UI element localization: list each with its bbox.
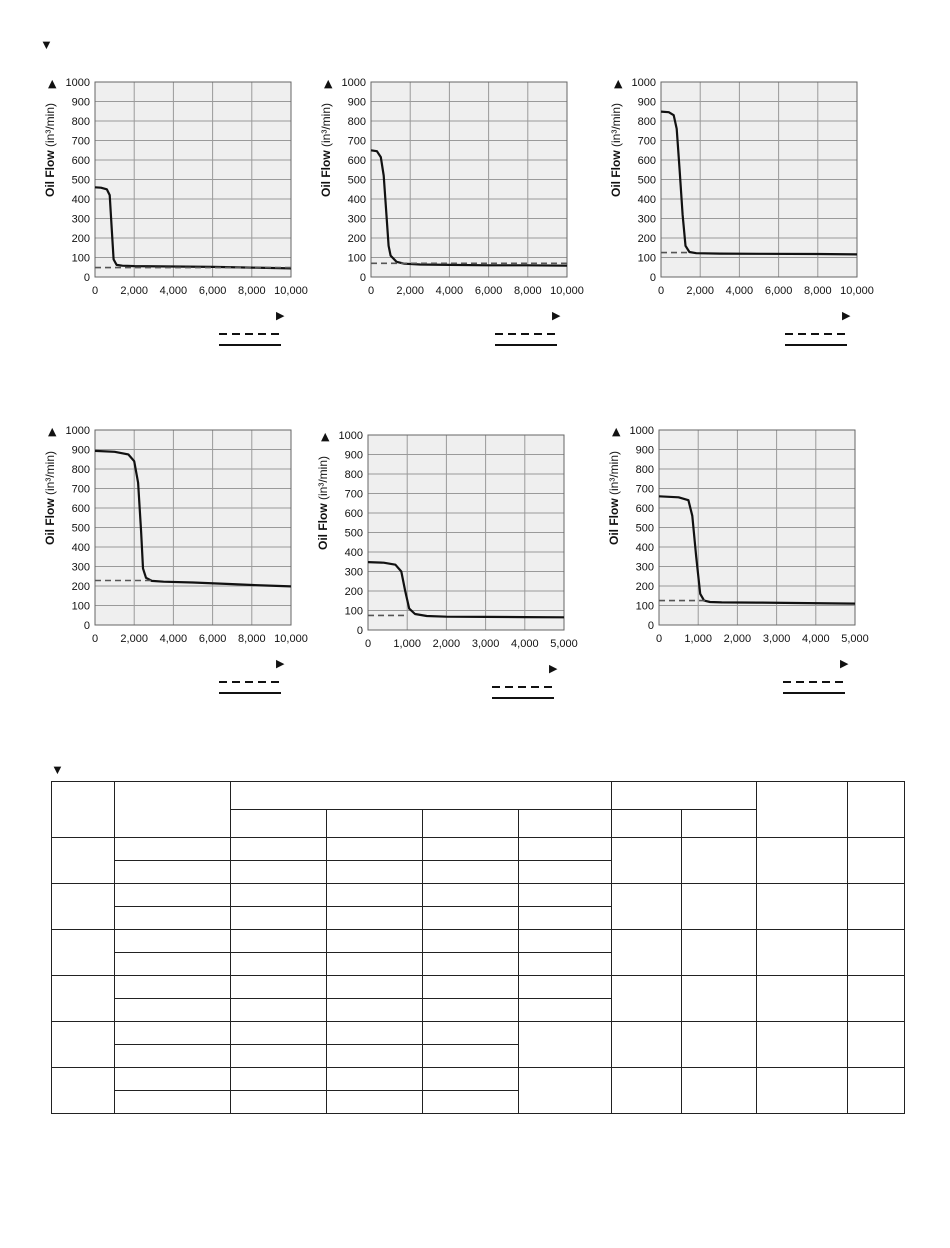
- table-cell: [423, 1044, 519, 1067]
- y-tick-label: 300: [635, 561, 654, 574]
- y-tick-label: 500: [637, 174, 656, 187]
- table-cell: [423, 975, 519, 998]
- table-cell: [52, 1067, 115, 1113]
- right-arrow-icon: ▶: [842, 309, 851, 322]
- y-tick-label: 700: [71, 483, 90, 496]
- table-cell: [115, 998, 231, 1021]
- chart-svg: [606, 72, 906, 372]
- y-tick-label: 900: [71, 96, 90, 109]
- table-cell: [682, 1067, 757, 1113]
- table-cell: [612, 837, 682, 883]
- up-arrow-icon: ▲: [612, 425, 621, 438]
- table-cell: [327, 883, 423, 906]
- y-tick-label: 1000: [631, 77, 656, 89]
- table-cell: [231, 837, 327, 860]
- table-cell: [115, 975, 231, 998]
- y-tick-label: 1000: [65, 77, 90, 89]
- y-tick-label: 500: [71, 522, 90, 535]
- table-cell: [327, 998, 423, 1021]
- y-tick-label: 0: [359, 272, 366, 284]
- table-cell: [115, 1067, 231, 1090]
- x-tick-label: 4,000: [802, 633, 830, 645]
- x-tick-label: 8,000: [238, 633, 266, 645]
- up-arrow-icon: ▲: [614, 77, 623, 90]
- y-tick-label: 500: [71, 174, 90, 187]
- y-tick-label: 200: [347, 233, 366, 245]
- table-cell: [757, 975, 848, 1021]
- table-cell: [327, 837, 423, 860]
- table-cell: [327, 1067, 423, 1090]
- table-cell: [423, 952, 519, 975]
- x-tick-label: 8,000: [238, 285, 266, 297]
- table-cell: [682, 837, 757, 883]
- table-cell: [519, 929, 612, 952]
- table-cell: [423, 929, 519, 952]
- y-tick-label: 600: [637, 155, 656, 167]
- x-tick-label: 6,000: [764, 285, 793, 297]
- y-tick-label: 700: [344, 488, 363, 501]
- right-arrow-icon: ▶: [552, 309, 561, 322]
- y-tick-label: 0: [83, 272, 90, 284]
- y-tick-label: 600: [344, 508, 363, 520]
- table-cell: [519, 1021, 612, 1067]
- x-tick-label: 1,000: [393, 638, 421, 650]
- x-tick-label: 0: [91, 633, 99, 645]
- table-cell: [52, 929, 115, 975]
- table-cell: [757, 837, 848, 883]
- table-cell: [327, 1021, 423, 1044]
- table-cell: [115, 883, 231, 906]
- y-tick-label: 500: [635, 522, 654, 535]
- y-tick-label: 200: [635, 581, 654, 593]
- table-cell: [327, 1090, 423, 1113]
- y-tick-label: 300: [347, 213, 366, 226]
- y-tick-label: 900: [635, 444, 654, 457]
- y-tick-label: 600: [71, 155, 90, 167]
- y-tick-label: 1000: [341, 77, 366, 89]
- x-tick-label: 1,000: [684, 633, 712, 645]
- y-tick-label: 1000: [338, 430, 363, 442]
- y-tick-label: 800: [71, 116, 90, 128]
- y-axis-title: Oil Flow: [319, 150, 333, 197]
- chart-6: [604, 420, 904, 720]
- table-row: [52, 837, 905, 860]
- table-cell: [115, 906, 231, 929]
- table-cell: [115, 1021, 231, 1044]
- y-axis-unit: (in³/min): [316, 455, 330, 504]
- table-cell: [52, 883, 115, 929]
- x-tick-label: 2,000: [723, 633, 752, 645]
- y-axis-unit: (in³/min): [319, 102, 333, 151]
- y-tick-label: 800: [347, 116, 366, 128]
- y-tick-label: 900: [637, 96, 656, 109]
- table-header-cell: [519, 809, 612, 837]
- table-cell: [848, 883, 905, 929]
- x-tick-label: 5,000: [550, 638, 578, 650]
- y-tick-label: 600: [347, 155, 366, 167]
- x-tick-label: 0: [657, 285, 665, 297]
- y-tick-label: 600: [71, 503, 90, 515]
- x-tick-label: 4,000: [725, 285, 754, 297]
- chart-svg: [40, 72, 340, 372]
- table-cell: [423, 1021, 519, 1044]
- x-tick-label: 0: [367, 285, 375, 297]
- table-cell: [115, 860, 231, 883]
- y-tick-label: 200: [344, 586, 363, 598]
- table-cell: [519, 1067, 612, 1113]
- y-axis-unit: (in³/min): [607, 450, 621, 499]
- chart-1: [40, 72, 340, 372]
- y-tick-label: 400: [637, 194, 656, 206]
- table-cell: [231, 883, 327, 906]
- y-tick-label: 100: [344, 605, 363, 618]
- y-tick-label: 800: [635, 464, 654, 476]
- table-cell: [423, 1067, 519, 1090]
- table-cell: [327, 929, 423, 952]
- y-tick-label: 600: [635, 503, 654, 515]
- right-arrow-icon: ▶: [840, 657, 849, 670]
- table-cell: [327, 952, 423, 975]
- right-arrow-icon: ▶: [549, 662, 558, 675]
- table-row: [52, 929, 905, 952]
- table-header-cell: [682, 809, 757, 837]
- x-tick-label: 10,000: [274, 285, 308, 297]
- table-cell: [231, 1044, 327, 1067]
- table-cell: [115, 837, 231, 860]
- table-cell: [682, 975, 757, 1021]
- y-axis-unit: (in³/min): [43, 450, 57, 499]
- table-cell: [423, 883, 519, 906]
- x-tick-label: 10,000: [274, 633, 308, 645]
- right-arrow-icon: ▶: [276, 657, 285, 670]
- x-tick-label: 6,000: [198, 285, 227, 297]
- y-tick-label: 200: [71, 233, 90, 245]
- data-table: [51, 781, 905, 1114]
- table-cell: [519, 837, 612, 860]
- table-cell: [682, 929, 757, 975]
- y-axis-unit: (in³/min): [609, 102, 623, 151]
- y-tick-label: 900: [71, 444, 90, 457]
- x-tick-label: 5,000: [841, 633, 869, 645]
- table-cell: [115, 952, 231, 975]
- table-cell: [423, 1090, 519, 1113]
- y-tick-label: 700: [71, 135, 90, 148]
- table-cell: [519, 860, 612, 883]
- table-cell: [52, 975, 115, 1021]
- table-cell: [231, 975, 327, 998]
- table-row: [52, 883, 905, 906]
- table-cell: [612, 975, 682, 1021]
- table-cell: [423, 837, 519, 860]
- y-tick-label: 400: [347, 194, 366, 206]
- table-cell: [423, 860, 519, 883]
- table-cell: [231, 998, 327, 1021]
- table-cell: [848, 837, 905, 883]
- up-arrow-icon: ▲: [321, 430, 330, 443]
- x-tick-label: 2,000: [120, 633, 148, 645]
- x-tick-label: 2,000: [686, 285, 714, 297]
- table-cell: [231, 952, 327, 975]
- x-tick-label: 10,000: [840, 285, 874, 297]
- up-arrow-icon: ▲: [48, 425, 57, 438]
- table-cell: [612, 1021, 682, 1067]
- chart-svg: [604, 420, 904, 720]
- table-cell: [682, 1021, 757, 1067]
- chart-5: [313, 425, 613, 725]
- table-cell: [848, 929, 905, 975]
- table-cell: [757, 883, 848, 929]
- x-tick-label: 2,000: [432, 638, 461, 650]
- x-tick-label: 8,000: [804, 285, 832, 297]
- x-tick-label: 8,000: [514, 285, 542, 297]
- y-tick-label: 500: [344, 527, 363, 540]
- x-tick-label: 0: [364, 638, 372, 650]
- table-cell: [519, 998, 612, 1021]
- y-tick-label: 700: [635, 483, 654, 496]
- table-cell: [327, 906, 423, 929]
- y-tick-label: 300: [344, 566, 363, 579]
- y-axis-unit: (in³/min): [43, 102, 57, 151]
- table-row: [52, 975, 905, 998]
- x-tick-label: 2,000: [396, 285, 424, 297]
- y-axis-title: Oil Flow: [316, 503, 330, 550]
- y-tick-label: 800: [344, 469, 363, 481]
- table-cell: [327, 1044, 423, 1067]
- y-tick-label: 1000: [65, 425, 90, 437]
- table-header-cell: [612, 809, 682, 837]
- table-cell: [848, 975, 905, 1021]
- table-header-cell: [115, 782, 231, 838]
- table-header-cell: [848, 782, 905, 838]
- y-tick-label: 0: [356, 625, 363, 637]
- right-arrow-icon: ▶: [276, 309, 285, 322]
- up-arrow-icon: ▲: [48, 77, 57, 90]
- y-tick-label: 800: [637, 116, 656, 128]
- table-cell: [519, 975, 612, 998]
- table-cell: [682, 883, 757, 929]
- table-header-cell: [231, 809, 327, 837]
- table-cell: [115, 929, 231, 952]
- table-header-cell: [52, 782, 115, 838]
- x-tick-label: 6,000: [198, 633, 227, 645]
- y-tick-label: 200: [637, 233, 656, 245]
- table-cell: [519, 906, 612, 929]
- section-marker-table: ▼: [51, 762, 64, 777]
- y-tick-label: 100: [71, 252, 90, 265]
- table-cell: [848, 1067, 905, 1113]
- y-tick-label: 900: [344, 449, 363, 462]
- x-tick-label: 4,000: [159, 633, 188, 645]
- table-cell: [423, 998, 519, 1021]
- table-row: [52, 1021, 905, 1044]
- table-cell: [231, 929, 327, 952]
- table-cell: [231, 1090, 327, 1113]
- table-cell: [231, 906, 327, 929]
- y-tick-label: 300: [71, 561, 90, 574]
- x-tick-label: 4,000: [159, 285, 188, 297]
- x-tick-label: 10,000: [550, 285, 584, 297]
- y-tick-label: 100: [635, 600, 654, 613]
- x-tick-label: 3,000: [471, 638, 500, 650]
- table-cell: [52, 1021, 115, 1067]
- y-tick-label: 100: [347, 252, 366, 265]
- table-cell: [231, 1021, 327, 1044]
- y-axis-title: Oil Flow: [607, 498, 621, 545]
- up-arrow-icon: ▲: [324, 77, 333, 90]
- y-tick-label: 100: [637, 252, 656, 265]
- table-header-cell: [423, 809, 519, 837]
- y-tick-label: 700: [637, 135, 656, 148]
- table-cell: [115, 1044, 231, 1067]
- table-cell: [757, 1067, 848, 1113]
- chart-svg: [313, 425, 613, 725]
- table-header-cell: [612, 782, 757, 810]
- y-axis-title: Oil Flow: [43, 150, 57, 197]
- table-cell: [612, 929, 682, 975]
- x-tick-label: 4,000: [435, 285, 464, 297]
- table-cell: [519, 952, 612, 975]
- x-tick-label: 0: [655, 633, 663, 645]
- table-cell: [231, 1067, 327, 1090]
- x-tick-label: 2,000: [120, 285, 148, 297]
- chart-3: [606, 72, 906, 372]
- table-cell: [327, 860, 423, 883]
- table-row: [52, 1067, 905, 1090]
- table-cell: [757, 929, 848, 975]
- table-header-cell: [231, 782, 612, 810]
- table-cell: [327, 975, 423, 998]
- y-tick-label: 500: [347, 174, 366, 187]
- y-tick-label: 1000: [629, 425, 654, 437]
- chart-svg: [316, 72, 616, 372]
- chart-svg: [40, 420, 340, 720]
- y-axis-title: Oil Flow: [43, 498, 57, 545]
- x-tick-label: 3,000: [762, 633, 791, 645]
- y-tick-label: 700: [347, 135, 366, 148]
- y-tick-label: 400: [344, 547, 363, 559]
- y-tick-label: 0: [83, 620, 90, 632]
- x-tick-label: 0: [91, 285, 99, 297]
- y-tick-label: 300: [71, 213, 90, 226]
- chart-2: [316, 72, 616, 372]
- table-cell: [115, 1090, 231, 1113]
- table-cell: [231, 860, 327, 883]
- y-tick-label: 400: [635, 542, 654, 554]
- y-tick-label: 400: [71, 542, 90, 554]
- y-tick-label: 400: [71, 194, 90, 206]
- table-cell: [423, 906, 519, 929]
- table-cell: [612, 1067, 682, 1113]
- y-tick-label: 0: [649, 272, 656, 284]
- chart-4: [40, 420, 340, 720]
- y-tick-label: 800: [71, 464, 90, 476]
- x-tick-label: 6,000: [474, 285, 503, 297]
- y-tick-label: 0: [647, 620, 654, 632]
- x-tick-label: 4,000: [511, 638, 539, 650]
- y-tick-label: 300: [637, 213, 656, 226]
- y-tick-label: 900: [347, 96, 366, 109]
- table-cell: [612, 883, 682, 929]
- table-header-cell: [327, 809, 423, 837]
- table-cell: [757, 1021, 848, 1067]
- table-cell: [52, 837, 115, 883]
- y-tick-label: 200: [71, 581, 90, 593]
- table-cell: [519, 883, 612, 906]
- y-axis-title: Oil Flow: [609, 150, 623, 197]
- y-tick-label: 100: [71, 600, 90, 613]
- table-cell: [848, 1021, 905, 1067]
- table-header-row: [52, 782, 905, 810]
- table-header-cell: [757, 782, 848, 838]
- section-marker-top: ▼: [40, 37, 53, 52]
